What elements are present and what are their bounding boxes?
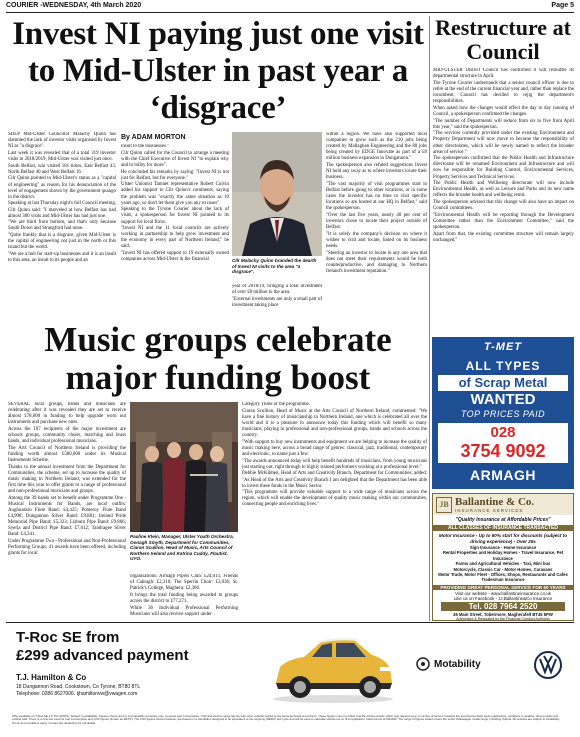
- councillor-photo: [232, 132, 322, 256]
- story1-column-3-tail: [232, 284, 322, 318]
- paragraph: "It is solely the company's decision on where it wishes to visit and locate, based on its business needs.: [326, 231, 427, 250]
- troc-car-image: [268, 627, 398, 705]
- story1-byline: By ADAM MORTON: [121, 134, 186, 141]
- story1-column-2: [121, 144, 229, 317]
- paragraph: Cllr Quinn pointed to Mid-Ulster's status as a "capital of engineering" as reason for his denunciation of the level of engagement shown by the government quango in the district.: [8, 176, 116, 200]
- header-date: COURIER -WEDNESDAY, 4th March 2020: [6, 2, 142, 9]
- restructure-body: [433, 68, 574, 334]
- paragraph: Motor Trade, Motor Fleet - Offices, Shops, Restaurants and Cafes: [438, 572, 568, 578]
- music-group-photo: [130, 402, 238, 532]
- paragraph: insult to the businesses.": [121, 144, 170, 149]
- paragraph: "Quite frankly that is a disgrace, given Mid-Ulster is the capital of engineering not just in the north or this island but the world.: [8, 233, 116, 251]
- councillor-photo-caption: Cllr Malachy Quinn branded the dearth of Invest NI visits to the area "a disgrace".: [232, 258, 317, 275]
- paragraph: Across the 107 recipients of the major investment are schools groups, community choirs, marching and brass bands, and individual professional musicians.: [8, 426, 126, 445]
- paragraph: It brings the total funding being awarded to groups across the district to £77,271.: [130, 592, 238, 604]
- paragraph: "The services currently provided under the existing Environment and Property Department will now move to become the responsibility of other directorates, which will be newly named to reflect the broader areas of service.": [433, 131, 574, 155]
- paragraph: Speaking to the Tyrone Courier about the lack of visits, a spokesperson for Invest NI pointed to its support for local firms.: [121, 207, 229, 225]
- paragraph: Ulster Unionist Tamnet representative Robert Colvin added his support to Cllr Quinn's comments, saying the problem was "exactly the same situation as 10 years ago, so don't let them give you any excuses".: [121, 182, 229, 206]
- paragraph: Farms and Agricultural Vehicles - Taxi, Mini bus: [455, 561, 551, 567]
- troc-dealer: T.J. Hamilton & Co: [16, 673, 87, 682]
- paragraph: The Arts Council of Northern Ireland is providing the funding worth almost £580,000 under its Musical Instruments Scheme.: [8, 445, 126, 464]
- paragraph: Among the 39 bands set to benefit under Programme One - Musical Instruments for Bands, are local outfits: Aughnaskin Flute Band: £4,425; Pomeroy Flute Band £4,998; Dungannon Silver Band: £9,881; Ireland Pride Memorial Pipe Band: £5,323; Lisburn Pipe Band: £9,866; Syerla and District Pipe Band: £7,012; Tandragee Silver Band: £4,341.: [8, 495, 126, 538]
- paragraph: "Invest NI and the 11 local councils are actively working in partnership to help grow investment and the economy in every part of Northern Ireland," he said.: [121, 226, 229, 250]
- paragraph: SEVERAL local groups, bands and musicians are celebrating after it was revealed they are set to receive almost £78,000 in funding to help upgrade worn out instruments and purchase new ones.: [8, 402, 126, 426]
- paragraph: Debbie McKibben, Head of Arts and Creativity Branch, Department for Communities, added: "As Head of the Arts and Creativity Branch I am delighted that the Department has been able to invest these funds in the Music Sector.: [242, 471, 427, 489]
- paragraph: He concluded his remarks by saying: "Invest NI is not just for Belfast, but for everyone.": [121, 169, 229, 181]
- paragraph: Ciaran Scullion, Head of Music at the Arts Council of Northern Ireland, commented: "We have a fine history of musicianship in Northern Ireland, one which is celebrated all over the world and it is a pleasure to announce today this funding which will benefit so many musicians, playing in professional and non-professional groups, bands and schools across the country.: [242, 408, 427, 439]
- paragraph: "We are a hub for start-up businesses and it is an insult to this area, an insult to its people and an: [8, 251, 116, 264]
- ballantine-address: 36 Main Street, Tobermore, Magherafelt BT45 5PW: [453, 611, 553, 617]
- restructure-headline: Restructure at Council: [435, 15, 571, 64]
- motability-icon: [416, 657, 430, 671]
- ballantine-band: PROVIDING GREAT PERSONAL SERVICE FOR 60 YEARS: [433, 585, 573, 590]
- story1-column-4: [326, 132, 427, 317]
- motability-text: Motability: [434, 658, 481, 670]
- paragraph: Under Programme Two - Professional and Non-Professional Performing Groups, 41 awards have been offered, including grants for local: [8, 539, 126, 557]
- tmet-all-types: ALL TYPES: [465, 359, 541, 373]
- paragraph: "With support to buy new instruments and equipment we are helping to increase the quality of music making here, across a broad range of genres: classical, jazz, traditional, contemporary and electronic, to name just a few.: [242, 439, 427, 457]
- paragraph: "The awards announced today will help benefit hundreds of musicians, from young musicians just starting out, right through to highly trained performers working at a professional level.": [242, 458, 427, 470]
- tmet-scrap-metal: of Scrap Metal: [438, 375, 568, 391]
- paragraph: Last week it was revealed that of a total 319 investor visits in 2018/2019, Mid-Ulster was visited just once.: [8, 150, 116, 162]
- paragraph: Apart from that, the existing committee structure will remain largely unchanged.": [433, 231, 574, 243]
- paragraph: While 36 Individual Professional Performing Musicians will also receive support under: [130, 605, 238, 617]
- paragraph: Tradesman Insurance: [481, 577, 525, 583]
- paragraph: The spokesperson also refuted suggestions Invest NI hold any sway as to where investors locate their business.: [326, 163, 427, 181]
- paragraph: "Invest NI has offered support to 19 externally owned companies across Mid-Ulster in the financial: [121, 251, 229, 263]
- paragraph: The spokesperson advised that this change will also have an impact on Council committees.: [433, 200, 574, 212]
- story1-headline: Invest NI paying just one visit to Mid-Ulster in past year a ‘disgrace’: [12, 16, 424, 126]
- ballantine-logo-icon: JB: [436, 497, 452, 513]
- paragraph: MID-ULSTER District Council has confirmed it will reshuffle its departmental structure in April.: [433, 68, 574, 80]
- story2-column-3: [242, 402, 427, 620]
- paragraph: Category Three of the programme.: [242, 402, 310, 407]
- volkswagen-logo-icon: [534, 651, 562, 679]
- ballantine-tel[interactable]: Tel. 028 7964 2520: [441, 602, 565, 611]
- ballantine-name: Ballantine & Co.: [455, 496, 535, 508]
- ballantine-insurance-ad[interactable]: [432, 493, 574, 621]
- story2-column-1: [8, 402, 126, 620]
- paragraph: When asked how the changes would effect the day to day running of Council, a spokesperson confirmed the changes.: [433, 105, 574, 117]
- story2-headline: Music groups celebrate major funding boost: [44, 320, 392, 397]
- paragraph: The spokesperson confirmed that the Public Health and Infrastructure directorate will be renamed Environment and Infrastructure and will now be responsible for Building Control, Environmental Services, Property Services and Technical Services.: [433, 156, 574, 180]
- story2-column-2-tail: [130, 574, 238, 620]
- tmet-town: ARMAGH: [470, 467, 536, 483]
- tmet-phone-box: [438, 423, 568, 463]
- paragraph: "External investments are only a small part of investment taking place: [232, 296, 322, 308]
- paragraph: Thanks to the annual investment from the Department for Communities, the scheme, set up to increase the quality of music making in Northern Ireland, was extended for the first time this year to offer grants to a range of professional and non-professional musicians and groups.: [8, 464, 126, 495]
- paragraph: "This programme will provide valuable support to a wide range of musicians across the region, which will enable the development of quality music making within our communities, connecting people and enriching lives.": [242, 490, 427, 508]
- paragraph: "Steering an investor to locate in any one area that does not meet their requirements would be both counterproductive, and damaging to Northern Ireland's investment reputation.": [326, 250, 427, 275]
- paragraph: Cllr Quinn called for the Council to arrange a meeting with the Chief Executive of Invest NI "to explain why and to lobby for more".: [121, 150, 229, 168]
- troc-fine-print: Offer available on T-Roc SE 1.0 TSI (115PS). Subject to availability. Figures shown are for comparability purposes only; compare fuel consumption, CO2 and electric range figures with other vehicles tested to the same technical procedures. These figures may not reflect real life driving results, which may depend upon a number of factors including the accessories fitted (post-registration), variations in weather, driving styles and vehicle load. There is a new test used for fuel consumption and CO2 figures (known as WLTP). The CO2 figures shown however, are based on a calculation designed to be equivalent to the outgoing (NEDC) test cycle and will be used to calculate vehicle tax on first registration. Data correct at 02/2020. The range of figures stated covers the entire Volkswagen model range, including hybrids. All vehicles are subject to availability. Terms and conditions apply. Contact the dealership for full details.: [12, 715, 560, 725]
- paragraph: The Public Health and Wellbeing directorate will now include Environmental Health, as well as Leisure and Parks and its new name reflects the broader health and wellbeing remit.: [433, 181, 574, 199]
- tmet-wanted: WANTED: [470, 391, 536, 408]
- column-divider: [429, 16, 430, 621]
- ballantine-items: [433, 544, 573, 584]
- paragraph: The Tyrone Courier understands that a senior council officer is due to retire at the end of the current financial year and, rather than replace the incumbent, Council has decided to rejig the department's responsibilities.: [433, 80, 574, 105]
- troc-address: 18 Dungannon Road, Cookstown, Co Tyrone, BT80 8TL: [16, 684, 141, 690]
- motability-logo: [416, 657, 481, 671]
- paragraph: "Environmental Health will be reporting through the Development Committee rather than the Environment Committee," said the spokesperson.: [433, 212, 574, 231]
- ballantine-web[interactable]: Visit our website - www.ballantineinsurance.co.uk: [455, 590, 551, 596]
- paragraph: year of 2018/19, bringing a total investment of over £8 million to the area.: [232, 284, 322, 296]
- paragraph: "The vast majority of visit programmes start in Belfast before going to other locations, or in some cases the investor has no time to visit specific locations so are hosted at our HQ in Belfast," said the spokesperson.: [326, 181, 427, 212]
- tmet-phone-number: 3754 9092: [460, 441, 546, 461]
- paragraph: organisations: Armagh Pipers Club: £24,015; Friends of Cabragh: £2,310; The Sperrin Choir: £2,036; St. Patrick's College, Maghera: £2,366.: [130, 574, 238, 592]
- ballantine-sub: INSURANCE SERVICES: [455, 508, 524, 513]
- paragraph: South Belfast, was visited 181 times, East Belfast 43, North Belfast 40 and West Belfast 16.: [8, 163, 116, 175]
- troc-car-ad[interactable]: [6, 622, 574, 734]
- paragraph: "Over the last five years, nearly 40 per cent of investors chose to locate their project outside of Belfast.: [326, 213, 427, 231]
- ballantine-class-line: ALL CLASSES OF INSURANCE TRANSACTED: [433, 525, 573, 531]
- ballantine-header: [433, 494, 573, 515]
- tmet-logo: T-MET: [484, 341, 522, 353]
- header-page-number: Page 5: [551, 2, 574, 9]
- paragraph: "We are third from bottom, and that's only because South Down and Strangford had none.: [8, 220, 116, 232]
- troc-telephone[interactable]: Telephone: 0286 8627006. tjhamiltonvw@vwagen.com: [16, 691, 138, 697]
- paragraph: Sign Insurance - Home Insurance: [469, 545, 537, 550]
- ballantine-slogan: "Quality Insurance at Affordable Prices": [455, 517, 551, 523]
- paragraph: "The number of Departments will reduce from six to five from April this year," said the spokesperson.: [433, 118, 574, 130]
- ballantine-facebook[interactable]: Like us on Facebook - JJ.Ballantine&Co Insurance: [453, 595, 553, 601]
- ballantine-regulated: Authorised & Regulated by the Financial Conduct Authority: [456, 616, 550, 621]
- music-photo-caption: Pauline Klein, Manager, Ulster Youth Orchestra, Oonagh Smyth, Department for Communities, Ciaran Scullion, Head of Music, Arts Council of Northern Ireland and Katrina Cuddy, Flautist, UYO.: [130, 534, 234, 562]
- paragraph: SDLP Mid-Ulster Councillor Malachy Quinn has slammed the lack of investor visits organised by Invest NI as "a disgrace".: [8, 132, 116, 150]
- story1-column-1: [8, 132, 116, 317]
- tmet-top-prices: TOP PRICES PAID: [460, 409, 546, 419]
- page-header: [6, 2, 574, 13]
- troc-price: £299 advanced payment: [16, 647, 189, 664]
- troc-model: T-Roc SE from: [16, 629, 120, 646]
- paragraph: Motorcycle, Classic Car - Motor Homes, Caravans: [453, 566, 553, 572]
- tmet-phone-area: 028: [490, 424, 516, 441]
- paragraph: within a region. We have also supported local companies to grow such as the 210 jobs being created by Mallaghan Engineering and the 80 jobs being created by EDGE Innovate as part of a £8 million business expansion in Dungannon.": [326, 132, 427, 162]
- tmet-scrap-metal-ad[interactable]: [432, 337, 574, 489]
- paragraph: Rental Properties and Holiday Homes - Travel Insurance, Pet Insurance: [442, 550, 564, 561]
- paragraph: Speaking at last Thursday night's full Council meeting, Cllr Quinn said: "I marveled at how Belfast has had almost 300 visits and Mid-Ulster has had just one.: [8, 201, 116, 219]
- ballantine-motor: Motor Insurance - Up to 60% start for discounts (subject to driving experience) - Over 25s: [438, 533, 568, 544]
